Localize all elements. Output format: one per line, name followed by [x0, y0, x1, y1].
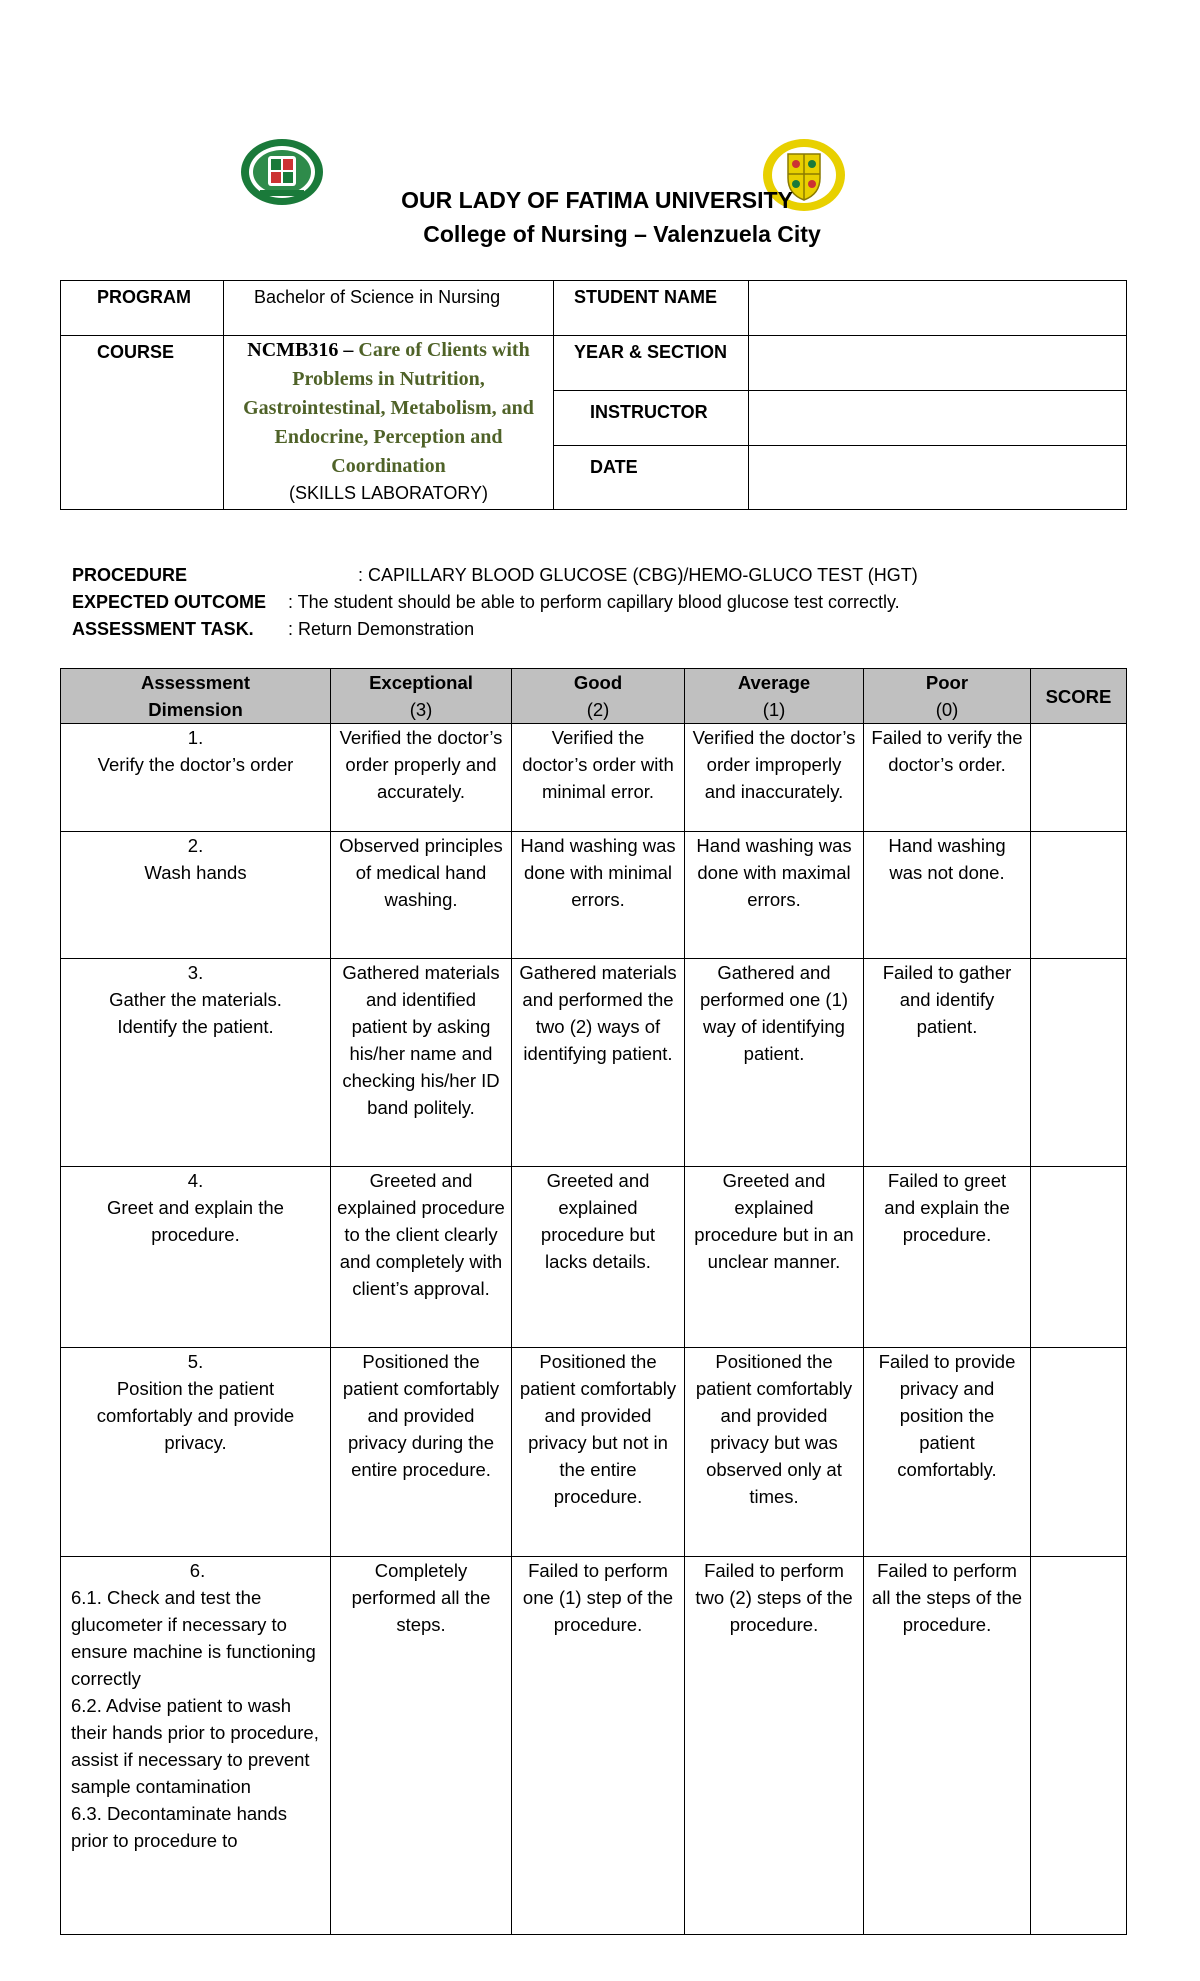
poor-cell: Failed to greet and explain the procedure. — [864, 1167, 1031, 1348]
score-cell[interactable] — [1031, 1348, 1127, 1557]
expected-outcome-label: EXPECTED OUTCOME — [72, 592, 267, 612]
poor-cell: Failed to verify the doctor’s order. — [864, 724, 1031, 832]
assessment-task-label: ASSESSMENT TASK. — [72, 619, 254, 639]
procedure-value: : CAPILLARY BLOOD GLUCOSE (CBG)/HEMO-GLUCO TEST (HGT) — [358, 565, 918, 585]
procedure-label: PROCEDURE — [72, 565, 188, 585]
dimension-text: Wash hands — [144, 862, 247, 883]
score-cell[interactable] — [1031, 1557, 1127, 1935]
rubric-row — [61, 1557, 1127, 1935]
course-code: NCMB316 – — [247, 339, 354, 361]
course-label: COURSE — [61, 336, 224, 510]
average-cell: Failed to perform two (2) steps of the procedure. — [685, 1557, 864, 1935]
dimension-text: Greet and explain the procedure. — [107, 1197, 284, 1245]
expected-outcome-value: : The student should be able to perform capillary blood glucose test correctly. — [288, 592, 900, 612]
college-title: College of Nursing – Valenzuela City — [423, 221, 821, 247]
rubric-row — [61, 832, 1127, 959]
rubric-row — [61, 724, 1127, 832]
good-cell: Positioned the patient comfortably and provided privacy but not in the entire procedure. — [512, 1348, 685, 1557]
header-score: SCORE — [1031, 669, 1127, 724]
average-cell: Hand washing was done with maximal errors. — [685, 832, 864, 959]
header-dimension-line2: Dimension — [148, 699, 243, 720]
course-subtitle: (SKILLS LABORATORY) — [288, 483, 489, 503]
program-value: Bachelor of Science in Nursing — [224, 281, 554, 336]
good-cell: Hand washing was done with minimal errors. — [512, 832, 685, 959]
dimension-number: 2. — [187, 835, 204, 856]
good-cell: Failed to perform one (1) step of the procedure. — [512, 1557, 685, 1935]
header-exceptional-line1: Exceptional — [369, 672, 473, 693]
date-field[interactable] — [749, 446, 1127, 510]
dimension-step-6-3: 6.3. Decontaminate hands prior to procedure to — [71, 1803, 287, 1851]
rubric-header-row — [61, 669, 1127, 724]
exceptional-cell: Verified the doctor’s order properly and accurately. — [331, 724, 512, 832]
year-section-field[interactable] — [749, 336, 1127, 391]
dimension-cell — [61, 1557, 331, 1935]
dimension-number: 6. — [189, 1560, 206, 1581]
date-label: DATE — [554, 446, 749, 510]
dimension-cell — [61, 724, 331, 832]
good-cell: Verified the doctor’s order with minimal error. — [512, 724, 685, 832]
dimension-text: Verify the doctor’s order — [97, 754, 294, 775]
score-cell[interactable] — [1031, 832, 1127, 959]
header-exceptional — [331, 669, 512, 724]
exceptional-cell: Gathered materials and identified patient by asking his/her name and checking his/her ID band politely. — [331, 959, 512, 1167]
dimension-cell — [61, 1167, 331, 1348]
score-cell[interactable] — [1031, 724, 1127, 832]
average-cell: Verified the doctor’s order improperly and inaccurately. — [685, 724, 864, 832]
poor-cell: Failed to gather and identify patient. — [864, 959, 1031, 1167]
student-name-field[interactable] — [749, 281, 1127, 336]
dimension-cell — [61, 1348, 331, 1557]
average-cell: Greeted and explained procedure but in an unclear manner. — [685, 1167, 864, 1348]
instructor-field[interactable] — [749, 391, 1127, 446]
header-poor — [864, 669, 1031, 724]
dimension-cell — [61, 832, 331, 959]
score-cell[interactable] — [1031, 959, 1127, 1167]
student-name-label: STUDENT NAME — [554, 281, 749, 336]
header-average — [685, 669, 864, 724]
header-poor-line1: Poor — [925, 672, 969, 693]
header-dimension-line1: Assessment — [140, 672, 250, 693]
header-poor-points: (0) — [935, 699, 959, 720]
year-section-label: YEAR & SECTION — [554, 336, 749, 391]
course-name: Care of Clients with Problems in Nutrition, Gastrointestinal, Metabolism, and Endocrine, Perception and Coordination — [243, 339, 534, 477]
average-cell: Gathered and performed one (1) way of identifying patient. — [685, 959, 864, 1167]
dimension-step-6-1: 6.1. Check and test the glucometer if necessary to ensure machine is functioning correctly — [71, 1587, 316, 1689]
dimension-number: 4. — [187, 1170, 204, 1191]
dimension-number: 1. — [187, 727, 204, 748]
rubric-row — [61, 1348, 1127, 1557]
university-title: OUR LADY OF FATIMA UNIVERSITY — [401, 187, 793, 213]
poor-cell: Failed to perform all the steps of the procedure. — [864, 1557, 1031, 1935]
average-cell: Positioned the patient comfortably and provided privacy but was observed only at times. — [685, 1348, 864, 1557]
score-cell[interactable] — [1031, 1167, 1127, 1348]
dimension-step-6-2: 6.2. Advise patient to wash their hands prior to procedure, assist if necessary to prevent sample contamination — [71, 1695, 319, 1797]
exceptional-cell: Positioned the patient comfortably and provided privacy during the entire procedure. — [331, 1348, 512, 1557]
header-exceptional-points: (3) — [409, 699, 433, 720]
dimension-text: Gather the materials. Identify the patient. — [109, 989, 282, 1037]
header-good — [512, 669, 685, 724]
header-dimension — [61, 669, 331, 724]
dimension-cell — [61, 959, 331, 1167]
dimension-number: 3. — [187, 962, 204, 983]
course-cell — [224, 336, 554, 510]
instructor-label: INSTRUCTOR — [554, 391, 749, 446]
poor-cell: Failed to provide privacy and position the patient comfortably. — [864, 1348, 1031, 1557]
good-cell: Greeted and explained procedure but lacks details. — [512, 1167, 685, 1348]
rubric-table — [60, 668, 1127, 1935]
exceptional-cell: Completely performed all the steps. — [331, 1557, 512, 1935]
header-average-points: (1) — [762, 699, 786, 720]
rubric-row — [61, 1167, 1127, 1348]
header-average-line1: Average — [737, 672, 811, 693]
poor-cell: Hand washing was not done. — [864, 832, 1031, 959]
program-label: PROGRAM — [61, 281, 224, 336]
header-good-points: (2) — [586, 699, 610, 720]
exceptional-cell: Observed principles of medical hand washing. — [331, 832, 512, 959]
assessment-task-value: : Return Demonstration — [288, 619, 475, 639]
exceptional-cell: Greeted and explained procedure to the client clearly and completely with client’s approval. — [331, 1167, 512, 1348]
header-good-line1: Good — [573, 672, 623, 693]
good-cell: Gathered materials and performed the two (2) ways of identifying patient. — [512, 959, 685, 1167]
rubric-row — [61, 959, 1127, 1167]
dimension-number: 5. — [187, 1351, 204, 1372]
course-info-table — [60, 280, 1127, 510]
dimension-text: Position the patient comfortably and provide privacy. — [96, 1378, 295, 1453]
